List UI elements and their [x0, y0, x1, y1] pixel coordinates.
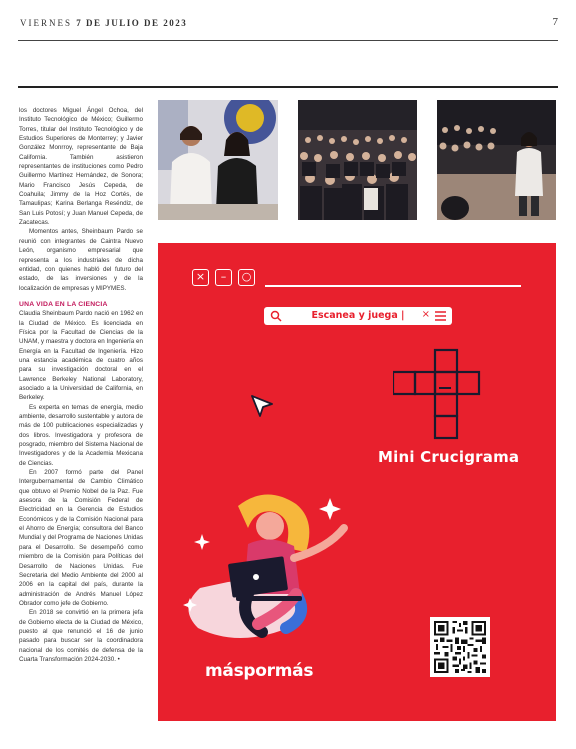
- page-number: 7: [552, 16, 558, 28]
- article-paragraph: En 2018 se convirtió en la primera jefa de Gobierno electa de la Ciudad de México, puesto al que renunció el 16 de junio pasado para buscar ser la coordinadora nacional de los comités de defensa de la Cuarta Transformación 2024-2030. •: [19, 609, 143, 663]
- maximize-window-icon: ○: [238, 269, 255, 286]
- cursor-icon: [249, 393, 275, 419]
- article-column: [19, 106, 143, 664]
- ad-title: Mini Crucigrama: [378, 448, 520, 466]
- qr-code: [430, 617, 490, 677]
- issue-date: [20, 18, 187, 28]
- close-window-icon: ×: [192, 269, 209, 286]
- article-paragraph: Claudia Sheinbaum Pardo nació en 1962 en la Ciudad de México. Es licenciada en Física por la Facultad de Ciencias de la UNAM, y maestra y doctora en Ingeniería en Energía en la Facultad de Ingeniería. Hizo una estancia académica de cuatro años para su investigación doctoral en el Lawrence Berkeley National Laboratory, asociado a la Universidad de California, en Berkeley.: [19, 310, 143, 402]
- person-with-laptop-illustration: [178, 478, 358, 638]
- title-bar-line: [265, 285, 521, 287]
- search-text: Escanea y juega |: [311, 310, 405, 321]
- crossword-advertisement: [158, 243, 556, 721]
- issue-full-date: 7 DE JULIO DE 2023: [76, 18, 188, 28]
- page-header: [18, 14, 558, 34]
- article-paragraph: Es experta en temas de energía, medio ambiente, desarrollo sustentable y autora de más de 100 publicaciones especializadas y dos libros. Investigadora y profesora de posgrado, miembro del Sistema Nacional de Investigadores y de la Academia Mexicana de Ciencias.: [19, 403, 143, 467]
- photo-audience: [298, 100, 417, 220]
- brand-logo: máspormás: [205, 661, 314, 681]
- photo-speaker: [437, 100, 556, 220]
- article-paragraph: En 2007 formó parte del Panel Intergubernamental de Cambio Climático que obtuvo el Premio Nobel de la Paz. Fue asesora de la Comisión Federal de Electricidad en la Gerencia de Estudios Económicos y de la Comisión Nacional para el Ahorro de Energía; consultora del Banco Mundial y del Programa de Naciones Unidas para el Desarrollo. Se desempeñó como miembro de la Comisión para Políticas del Desarrollo de Naciones Unidas. Fue Secretaria del Medio Ambiente del 2000 al 2006 en la capital del país, durante la administración de Andrés Manuel López Obrador como jefe de Gobierno.: [19, 469, 143, 607]
- menu-icon: [435, 310, 446, 322]
- article-paragraph: los doctores Miguel Ángel Ochoa, del Instituto Tecnológico de México; Guillermo Torres, titular del Instituto Tecnológico y de Estudios Superiores de Monterrey; y Javier González Monrroy, representante de Baja California. También asistieron representantes de instituciones como Pedro Guillermo Martínez Hernández, de Sonora; Mario Francisco Jesús Cepeda, de Coahuila; Jimmy de la Hoz Cortés, de Tamaulipas; Karina Berlanga Reséndiz, de San Luis Potosí; y Juan Manuel Cepeda, de Zacatecas.: [19, 107, 143, 227]
- header-rule: [18, 40, 558, 41]
- photo-stage-guests: [158, 100, 278, 220]
- section-rule: [18, 86, 558, 88]
- section-heading: UNA VIDA EN LA CIENCIA: [19, 300, 108, 308]
- close-icon: ×: [421, 309, 430, 320]
- crossword-grid-icon: [393, 348, 485, 440]
- search-bar: [264, 307, 452, 325]
- issue-day: VIERNES: [20, 18, 72, 28]
- article-paragraph: Momentos antes, Sheinbaum Pardo se reunió con integrantes de Caintra Nuevo León, organismo empresarial que representa a los industriales de dicha entidad, con quienes habló del futuro del estado, de las inversiones y de la localización de empresas y MIPYMES.: [19, 228, 143, 292]
- minimize-window-icon: –: [215, 269, 232, 286]
